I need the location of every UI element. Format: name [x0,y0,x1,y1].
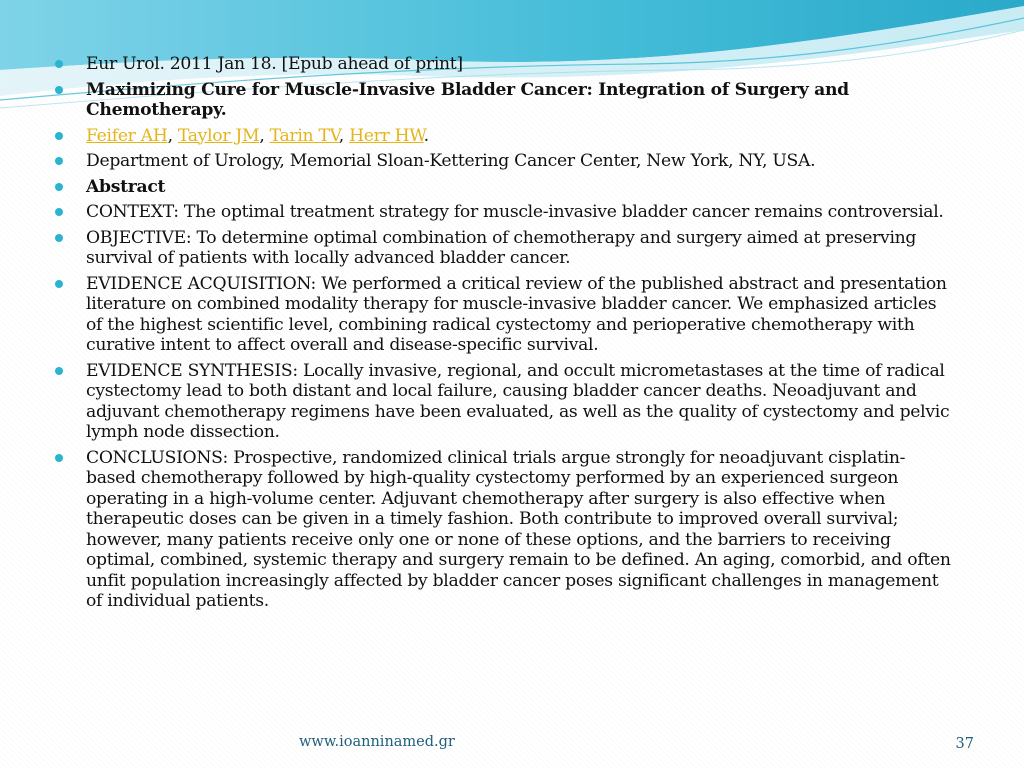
evidence-synthesis-item [52,361,952,443]
bullet-icon [55,183,63,191]
bullet-icon [55,60,63,68]
author-separator: , [259,125,270,146]
abstract-content [52,54,952,617]
bullet-icon [55,157,63,165]
abstract-heading-item [52,177,952,198]
bullet-icon [55,208,63,216]
author-link[interactable]: Tarin TV [269,125,339,146]
affiliation-item [52,151,952,172]
citation-text: Eur Urol. 2011 Jan 18. [Epub ahead of print] [86,54,463,74]
bullet-icon [55,234,63,242]
abstract-heading: Abstract [86,176,166,197]
conclusions-item [52,448,952,612]
bullet-icon [55,367,63,375]
author-separator: , [338,125,350,146]
evidence-synthesis-text: EVIDENCE SYNTHESIS: Locally invasive, regional, and occult micrometastases at the time of radical cystectomy lead to both distant and local failure, causing bladder cancer deaths. Neoadjuvant and adjuvant chemotherapy regimens have been evaluated, as well as the quality of cystectomy and pelvic lymph node dissection. [86,360,950,442]
author-link[interactable]: Taylor JM [177,125,260,146]
authors-item [52,126,952,147]
bullet-icon [55,280,63,288]
affiliation-text: Department of Urology, Memorial Sloan-Kettering Cancer Center, New York, NY, USA. [86,151,816,171]
author-separator: . [423,125,429,146]
bullet-icon [55,454,63,462]
author-link[interactable]: Feifer AH [86,125,168,146]
objective-item [52,228,952,269]
context-text: CONTEXT: The optimal treatment strategy for muscle-invasive bladder cancer remains controversial. [86,202,944,222]
footer-url[interactable]: www.ioanninamed.gr [299,734,455,750]
conclusions-text: CONCLUSIONS: Prospective, randomized clinical trials argue strongly for neoadjuvant cisplatin-based chemotherapy followed by high-quality cystectomy performed by an experienced surgeon operating in a high-volume center. Adjuvant chemotherapy after surgery is also effective when therapeutic doses can be given in a timely fashion. Both contribute to improved overall survival; however, many patients receive only one or none of these options, and the barriers to receiving optimal, combined, systemic therapy and surgery remain to be defined. An aging, comorbid, and often unfit population increasingly affected by bladder cancer poses significant challenges in management of individual patients. [86,447,951,611]
author-separator: , [167,125,178,146]
evidence-acquisition-text: EVIDENCE ACQUISITION: We performed a critical review of the published abstract and presentation literature on combined modality therapy for muscle-invasive bladder cancer. We emphasized articles of the highest scientific level, combining radical cystectomy and perioperative chemotherapy with curative intent to affect overall and disease-specific survival. [86,273,947,355]
context-item [52,202,952,223]
bullet-icon [55,86,63,94]
title-item [52,80,952,121]
article-title: Maximizing Cure for Muscle-Invasive Bladder Cancer: Integration of Surgery and Chemotherapy. [86,79,849,120]
author-link[interactable]: Herr HW [349,125,424,146]
bullet-icon [55,132,63,140]
evidence-acquisition-item [52,274,952,356]
citation-item [52,54,952,75]
objective-text: OBJECTIVE: To determine optimal combination of chemotherapy and surgery aimed at preserving survival of patients with locally advanced bladder cancer. [86,227,917,268]
page-number: 37 [955,736,974,752]
